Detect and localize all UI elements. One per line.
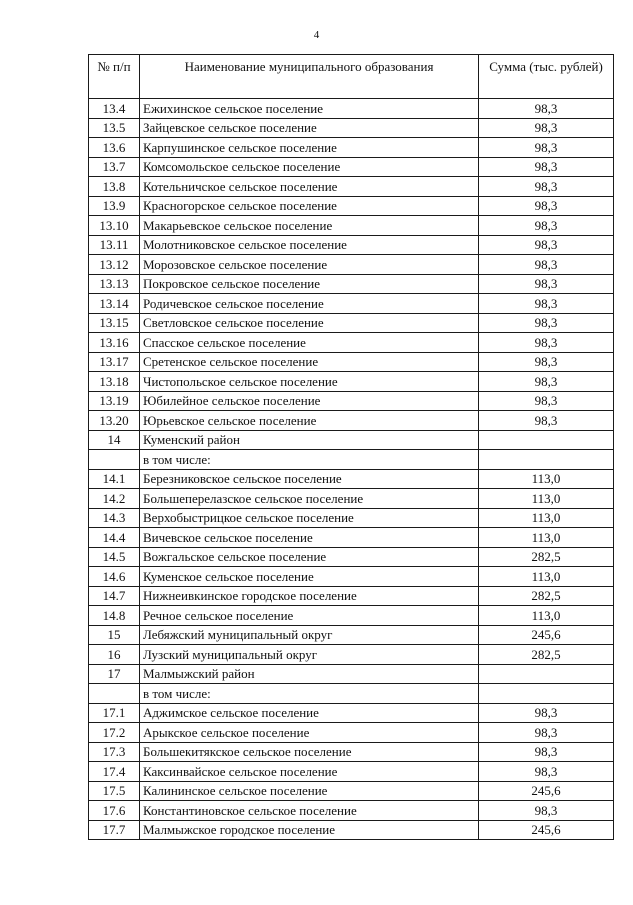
amount-cell: 282,5: [479, 645, 614, 665]
municipality-name-cell: Макарьевское сельское поселение: [140, 216, 479, 236]
table-row: [89, 294, 614, 314]
table-row: [89, 606, 614, 626]
table-row: [89, 684, 614, 704]
amount-cell: [479, 430, 614, 450]
table-row: [89, 567, 614, 587]
table-row: [89, 391, 614, 411]
row-number-cell: 13.12: [89, 255, 140, 275]
table-row: [89, 489, 614, 509]
amount-cell: [479, 450, 614, 470]
table-row: [89, 177, 614, 197]
amount-cell: 98,3: [479, 801, 614, 821]
table-row: [89, 664, 614, 684]
municipality-name-cell: Родичевское сельское поселение: [140, 294, 479, 314]
municipality-name-cell: Лебяжский муниципальный округ: [140, 625, 479, 645]
municipality-name-cell: Карпушинское сельское поселение: [140, 138, 479, 158]
row-number-cell: 14.4: [89, 528, 140, 548]
amount-cell: 98,3: [479, 723, 614, 743]
row-number-cell: 17.5: [89, 781, 140, 801]
table-row: [89, 469, 614, 489]
table-row: [89, 781, 614, 801]
row-number-cell: 17.1: [89, 703, 140, 723]
row-number-cell: 17.4: [89, 762, 140, 782]
row-number-cell: 13.6: [89, 138, 140, 158]
municipality-name-cell: Покровское сельское поселение: [140, 274, 479, 294]
municipality-name-cell: Куменский район: [140, 430, 479, 450]
row-number-cell: 13.7: [89, 157, 140, 177]
table-row: [89, 820, 614, 840]
amount-cell: 113,0: [479, 606, 614, 626]
table-body: [89, 99, 614, 840]
municipality-name-cell: Красногорское сельское поселение: [140, 196, 479, 216]
municipality-name-cell: в том числе:: [140, 684, 479, 704]
row-number-cell: 14.6: [89, 567, 140, 587]
amount-cell: 98,3: [479, 742, 614, 762]
row-number-cell: [89, 684, 140, 704]
amount-cell: 282,5: [479, 586, 614, 606]
amount-cell: 98,3: [479, 99, 614, 119]
municipality-name-cell: Куменское сельское поселение: [140, 567, 479, 587]
table-row: [89, 138, 614, 158]
municipality-name-cell: Большекитякское сельское поселение: [140, 742, 479, 762]
municipality-name-cell: Верхобыстрицкое сельское поселение: [140, 508, 479, 528]
municipality-name-cell: Юрьевское сельское поселение: [140, 411, 479, 431]
municipality-name-cell: Молотниковское сельское поселение: [140, 235, 479, 255]
row-number-cell: 17.6: [89, 801, 140, 821]
amount-cell: 98,3: [479, 294, 614, 314]
row-number-cell: 17.7: [89, 820, 140, 840]
amount-cell: 245,6: [479, 781, 614, 801]
amount-cell: 113,0: [479, 508, 614, 528]
table-row: [89, 508, 614, 528]
municipality-name-cell: Ежихинское сельское поселение: [140, 99, 479, 119]
table-row: [89, 547, 614, 567]
municipality-name-cell: Сретенское сельское поселение: [140, 352, 479, 372]
table-row: [89, 255, 614, 275]
row-number-cell: 17.3: [89, 742, 140, 762]
amount-cell: 98,3: [479, 235, 614, 255]
table-header-row: [89, 55, 614, 99]
row-number-cell: 13.4: [89, 99, 140, 119]
table-row: [89, 352, 614, 372]
amount-cell: 98,3: [479, 352, 614, 372]
municipality-name-cell: Арыкское сельское поселение: [140, 723, 479, 743]
table-row: [89, 528, 614, 548]
row-number-cell: 14.2: [89, 489, 140, 509]
municipality-name-cell: Аджимское сельское поселение: [140, 703, 479, 723]
row-number-cell: 13.8: [89, 177, 140, 197]
row-number-cell: 13.5: [89, 118, 140, 138]
table-row: [89, 99, 614, 119]
row-number-cell: 13.18: [89, 372, 140, 392]
municipality-name-cell: Вичевское сельское поселение: [140, 528, 479, 548]
row-number-cell: 17: [89, 664, 140, 684]
table-row: [89, 235, 614, 255]
row-number-cell: 13.14: [89, 294, 140, 314]
row-number-cell: 13.13: [89, 274, 140, 294]
row-number-cell: 13.19: [89, 391, 140, 411]
row-number-cell: 13.16: [89, 333, 140, 353]
amount-cell: [479, 684, 614, 704]
table-row: [89, 450, 614, 470]
table-row: [89, 586, 614, 606]
amount-cell: 98,3: [479, 196, 614, 216]
municipality-name-cell: Малмыжское городское поселение: [140, 820, 479, 840]
table-row: [89, 157, 614, 177]
table-row: [89, 723, 614, 743]
amount-cell: 98,3: [479, 138, 614, 158]
row-number-cell: 16: [89, 645, 140, 665]
amount-cell: 98,3: [479, 391, 614, 411]
municipality-name-cell: Котельничское сельское поселение: [140, 177, 479, 197]
table-row: [89, 703, 614, 723]
table-row: [89, 411, 614, 431]
amount-cell: 98,3: [479, 216, 614, 236]
table-row: [89, 313, 614, 333]
amount-cell: 98,3: [479, 333, 614, 353]
amount-cell: 98,3: [479, 411, 614, 431]
row-number-cell: 14.3: [89, 508, 140, 528]
amount-cell: 113,0: [479, 489, 614, 509]
page-number: 4: [313, 29, 320, 41]
municipality-name-cell: Лузский муниципальный округ: [140, 645, 479, 665]
amount-cell: 113,0: [479, 469, 614, 489]
table-row: [89, 625, 614, 645]
municipality-name-cell: Морозовское сельское поселение: [140, 255, 479, 275]
table-row: [89, 742, 614, 762]
amount-cell: 245,6: [479, 820, 614, 840]
table-row: [89, 645, 614, 665]
amount-cell: 98,3: [479, 762, 614, 782]
amount-cell: 98,3: [479, 274, 614, 294]
municipality-name-cell: Чистопольское сельское поселение: [140, 372, 479, 392]
municipality-name-cell: Речное сельское поселение: [140, 606, 479, 626]
table-row: [89, 762, 614, 782]
row-number-cell: 14.1: [89, 469, 140, 489]
row-number-cell: 14.5: [89, 547, 140, 567]
row-number-cell: 13.20: [89, 411, 140, 431]
row-number-cell: 13.11: [89, 235, 140, 255]
allocation-table: [88, 54, 614, 840]
amount-cell: 98,3: [479, 313, 614, 333]
table-row: [89, 801, 614, 821]
header-num: № п/п: [89, 55, 140, 99]
municipality-name-cell: в том числе:: [140, 450, 479, 470]
table-row: [89, 333, 614, 353]
municipality-name-cell: Константиновское сельское поселение: [140, 801, 479, 821]
row-number-cell: [89, 450, 140, 470]
municipality-name-cell: Нижнеивкинское городское поселение: [140, 586, 479, 606]
amount-cell: 98,3: [479, 118, 614, 138]
amount-cell: 98,3: [479, 177, 614, 197]
municipality-name-cell: Каксинвайское сельское поселение: [140, 762, 479, 782]
table-row: [89, 274, 614, 294]
row-number-cell: 17.2: [89, 723, 140, 743]
row-number-cell: 13.17: [89, 352, 140, 372]
amount-cell: [479, 664, 614, 684]
amount-cell: 113,0: [479, 567, 614, 587]
row-number-cell: 14: [89, 430, 140, 450]
row-number-cell: 13.9: [89, 196, 140, 216]
table-header: [89, 55, 614, 99]
row-number-cell: 14.8: [89, 606, 140, 626]
row-number-cell: 13.15: [89, 313, 140, 333]
municipality-name-cell: Березниковское сельское поселение: [140, 469, 479, 489]
table-row: [89, 196, 614, 216]
table-row: [89, 216, 614, 236]
municipality-name-cell: Калининское сельское поселение: [140, 781, 479, 801]
municipality-name-cell: Вожгальское сельское поселение: [140, 547, 479, 567]
row-number-cell: 15: [89, 625, 140, 645]
municipality-name-cell: Зайцевское сельское поселение: [140, 118, 479, 138]
amount-cell: 98,3: [479, 157, 614, 177]
municipality-name-cell: Спасское сельское поселение: [140, 333, 479, 353]
amount-cell: 282,5: [479, 547, 614, 567]
table-row: [89, 430, 614, 450]
municipality-name-cell: Юбилейное сельское поселение: [140, 391, 479, 411]
amount-cell: 98,3: [479, 372, 614, 392]
amount-cell: 98,3: [479, 703, 614, 723]
row-number-cell: 14.7: [89, 586, 140, 606]
municipality-name-cell: Комсомольское сельское поселение: [140, 157, 479, 177]
municipality-name-cell: Светловское сельское поселение: [140, 313, 479, 333]
table-row: [89, 372, 614, 392]
header-sum: Сумма (тыс. рублей): [479, 55, 614, 99]
table-row: [89, 118, 614, 138]
municipality-name-cell: Малмыжский район: [140, 664, 479, 684]
amount-cell: 98,3: [479, 255, 614, 275]
amount-cell: 113,0: [479, 528, 614, 548]
municipality-name-cell: Большеперелазское сельское поселение: [140, 489, 479, 509]
row-number-cell: 13.10: [89, 216, 140, 236]
amount-cell: 245,6: [479, 625, 614, 645]
header-name: Наименование муниципального образования: [140, 55, 479, 99]
